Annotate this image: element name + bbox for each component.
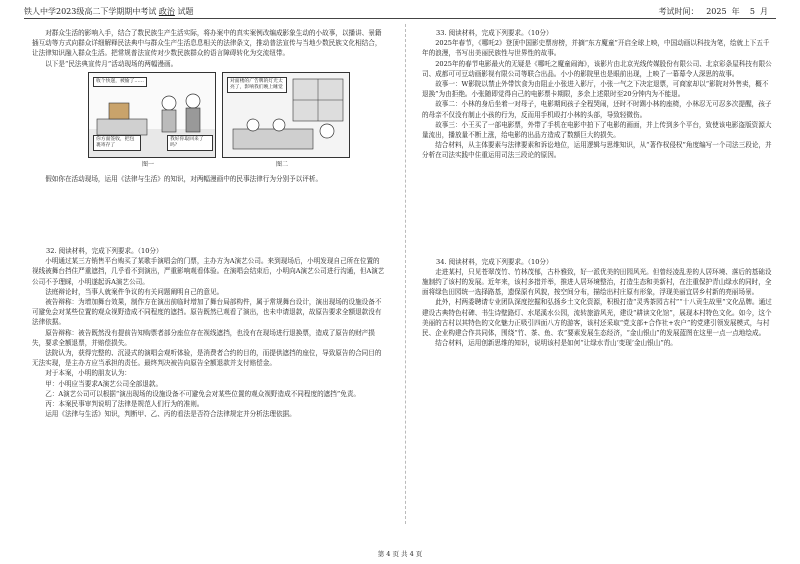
q33-para-2: 2025年的春节电影最火的无疑是《哪吒之魔童闹海》，该影片由北京光线传媒股份有限公司、北京彩条屋科技有限公司、成都可可豆动画影视有限公司等联合出品。小小的影院里也是眼前出现，上映了一幕幕令人深思的故事。 bbox=[422, 59, 772, 78]
q33-story-1: 故事一：W影院以禁止外带饮食为由阻止小张进入影厅，小张一气之下决定退票，可商家却以“影院对外售卖，概不退换”为由拒绝。小张随即觉得自己的电影票卡期限，多余上述限时至20分钟内为不能退。 bbox=[422, 80, 769, 99]
intro-paragraph: 对群众生活的影响入手，结合了数民族生产生活实际，将办案中的真实案例改编成影象生动的小故事，以播讲、景籍插互动等方式向群众详细解释民法典中与群众生产生活息息相关的法律条文，推动普法宣传与当地少数民族文化相结合，让法律知识融入群众生活。把常规普法宣传对少数民族群众的语言障碍转化为交流纽带。 bbox=[32, 29, 382, 58]
intro-comic-lead: 以下是“民法典宣传月”活动现场的两幅漫画。 bbox=[45, 59, 178, 68]
comic-1-bubble: 收个快递，被偷了…… bbox=[93, 77, 147, 87]
comic-2-caption: 图二 bbox=[276, 160, 289, 168]
comic-panel-1 bbox=[88, 72, 216, 158]
comic-1-speech-2: 我好你取回来了吗？ bbox=[167, 135, 213, 151]
q32-requirement: 运用《法律与生活》知识，判断甲、乙、丙的看法是否符合法律规定并分析法理依据。 bbox=[45, 410, 296, 419]
exam-month-unit: 月 bbox=[760, 7, 768, 16]
right-column bbox=[422, 28, 774, 348]
q32-para-4: 原告辩称：被告既然没有提前告知购票者部分座位存在视线遮挡，也没有在现场进行退换票，造成了原告的财产损失，要求全额退票，并赔偿损失。 bbox=[32, 328, 375, 347]
column-divider bbox=[405, 24, 406, 524]
exam-word: 试题 bbox=[177, 7, 194, 16]
exam-year: 2025 bbox=[706, 7, 727, 16]
q34-requirement: 结合材料，运用创新思维的知识，说明该村是如何“让绿水青山‘变现’金山银山”的。 bbox=[435, 339, 677, 348]
header-title bbox=[24, 6, 193, 18]
q32-opinion-c: 丙：本案民事审判说明了法律是规范人们行为的准则。 bbox=[45, 400, 204, 409]
exam-year-unit: 年 bbox=[731, 7, 740, 16]
school-name: 铁人中学2023级高二下学期期中考试 bbox=[24, 7, 157, 16]
q32-opinion-lead: 对于本案，小明的朋友认为： bbox=[45, 369, 131, 378]
comic-strip bbox=[32, 72, 386, 172]
exam-time bbox=[659, 6, 768, 18]
q32-heading: 32. 阅读材料，完成下列要求。（10分） bbox=[46, 247, 163, 256]
q33-para-1: 2025年春节，《哪吒2》登顶中国影史票房榜，并摘“东方魔童”开启全球上映，中国动画以科技为笔，绘就上下五千年的浪漫，书写出美丽民族性与世界性的故事。 bbox=[422, 39, 770, 58]
q33-story-2: 故事二：小林的身后坐着一对母子，电影期间孩子全程哭闹，还时不时踢小林的座椅，小林忍无可忍多次提醒，孩子的母亲不仅没有制止小孩的行为，反而用手机殴打小林的头部，导致轻微伤。 bbox=[422, 100, 772, 119]
q32-para-3: 被告辩称：为增加舞台效果，制作方在演出前临时增加了舞台局部构件，属于常规舞台设计，演出现场的设施设备不可避免会对某些位置的观众视野造成不同程度的遮挡。原告既然已观看了演出，也未申请退款，故原告要求全额退款没有法律依据。 bbox=[32, 298, 382, 327]
q32-opinion-b: 乙：A演艺公司可以根据“演出现场的设施设备不可避免会对某些位置的观众视野造成不同程度的遮挡”免责。 bbox=[45, 389, 361, 398]
comic-panel-2 bbox=[222, 72, 350, 158]
subject-name: 政治 bbox=[158, 7, 175, 16]
q32-para-1: 小明通过某三方销售平台购买了某歌手演唱会的门票，主办方为A演艺公司。来到现场后，小明发现自己所在位置的视线被舞台挡住严重遮挡，几乎看不到演出，严重影响观看体验。在演唱会结束后，小明向A演艺公司进行沟通，但A演艺公司不予理睬，小明遂起诉A演艺公司。 bbox=[32, 257, 385, 286]
comic-1-caption: 图一 bbox=[142, 160, 155, 168]
q33-story-3: 故事三：小王买了一部电影票，外带了手机在电影中拍下了电影的画面，并上传到多个平台，致使该电影盗版资源大量流出，播放量不断上涨，给电影的出品方造成了数额巨大的损失。 bbox=[422, 120, 772, 140]
q34-para-1: 走进某村，只见苍翠茂竹、竹林茂郁，古朴雅致，好一派优美的田园风光。但曾经凌乱差的人居环境、落后的基础设施制约了该村的发展。近年来，该村多措并举，推进人居环境整治，打造生态和美新村，在注重保护青山绿水的同时，全面将绿色田园统一选择路基，遗保原有风貌，按空间分布，描绘出村庄原有形象，浮现美丽宜居乡村新的亮丽场景。 bbox=[422, 267, 772, 297]
page-number: 第 4 页 共 4 页 bbox=[377, 550, 423, 558]
q32-para-2: 法庭辩论时，当事人就案件争议的有关问题阐明自己的意见。 bbox=[45, 287, 224, 296]
q33-heading: 33. 阅读材料，完成下列要求。（10分） bbox=[436, 29, 553, 37]
page-header bbox=[24, 6, 776, 19]
q34-para-2: 此外，村两委聘请专业团队深度挖掘和弘扬乡土文化资源，积极打造“灵秀茶园古村”“十八贡生故里”文化品牌。通过建设古典特色村碑、书生诗壁路灯、水尾溪水公园，流转旅游风光，建设“耕读文化馆”，展现本村特色文化。如今，这个美丽的古村以其特色的文化魅力正吸引四面八方的游客，该村还采取“党支部+合作社+农户”的党建引领发展模式，与村民、企业构建合作共同体，围绕“竹、茶、鱼、农”要素发展生态经济，“金山银山”的发展蓝图在这里一点一点地绘成。 bbox=[422, 298, 772, 338]
q32-court: 法院认为，获得完整的、沉浸式的演唱会观听体验，是消费者合约的目的，而提供遮挡的座位，导致原告的合同目的无法实现，是主办方应当承担的责任。最终判决被告向原告全额退款并支付赔偿金。 bbox=[32, 349, 382, 368]
comic-2-bubble: 对面楼的广告牌的灯光太亮了，影响我们晚上睡觉 bbox=[227, 77, 287, 93]
q32-opinion-a: 甲：小明应当要求A演艺公司全部退款。 bbox=[45, 379, 163, 388]
answer-space bbox=[32, 184, 386, 246]
q34-heading: 34. 阅读材料，完成下列要求。（10分） bbox=[436, 257, 553, 266]
exam-time-label: 考试时间： bbox=[658, 7, 699, 16]
comic-1-speech-1: 你方面签收，把包裹寄存了 bbox=[93, 135, 141, 151]
exam-month: 5 bbox=[749, 7, 755, 16]
q33-requirement: 结合材料，从主体要素与法律要素和诉讼地位，运用逻辑与思维知识，从“著作权侵权”角度编写一个司法三段论，并分析在司法实践中住重运用司法三段论的原因。 bbox=[422, 141, 772, 160]
comic-question: 假如你在活动现场，运用《法律与生活》的知识，对两幅漫画中的民事法律行为分别予以评析。 bbox=[45, 174, 323, 183]
left-column bbox=[32, 28, 386, 419]
answer-space bbox=[422, 161, 774, 257]
